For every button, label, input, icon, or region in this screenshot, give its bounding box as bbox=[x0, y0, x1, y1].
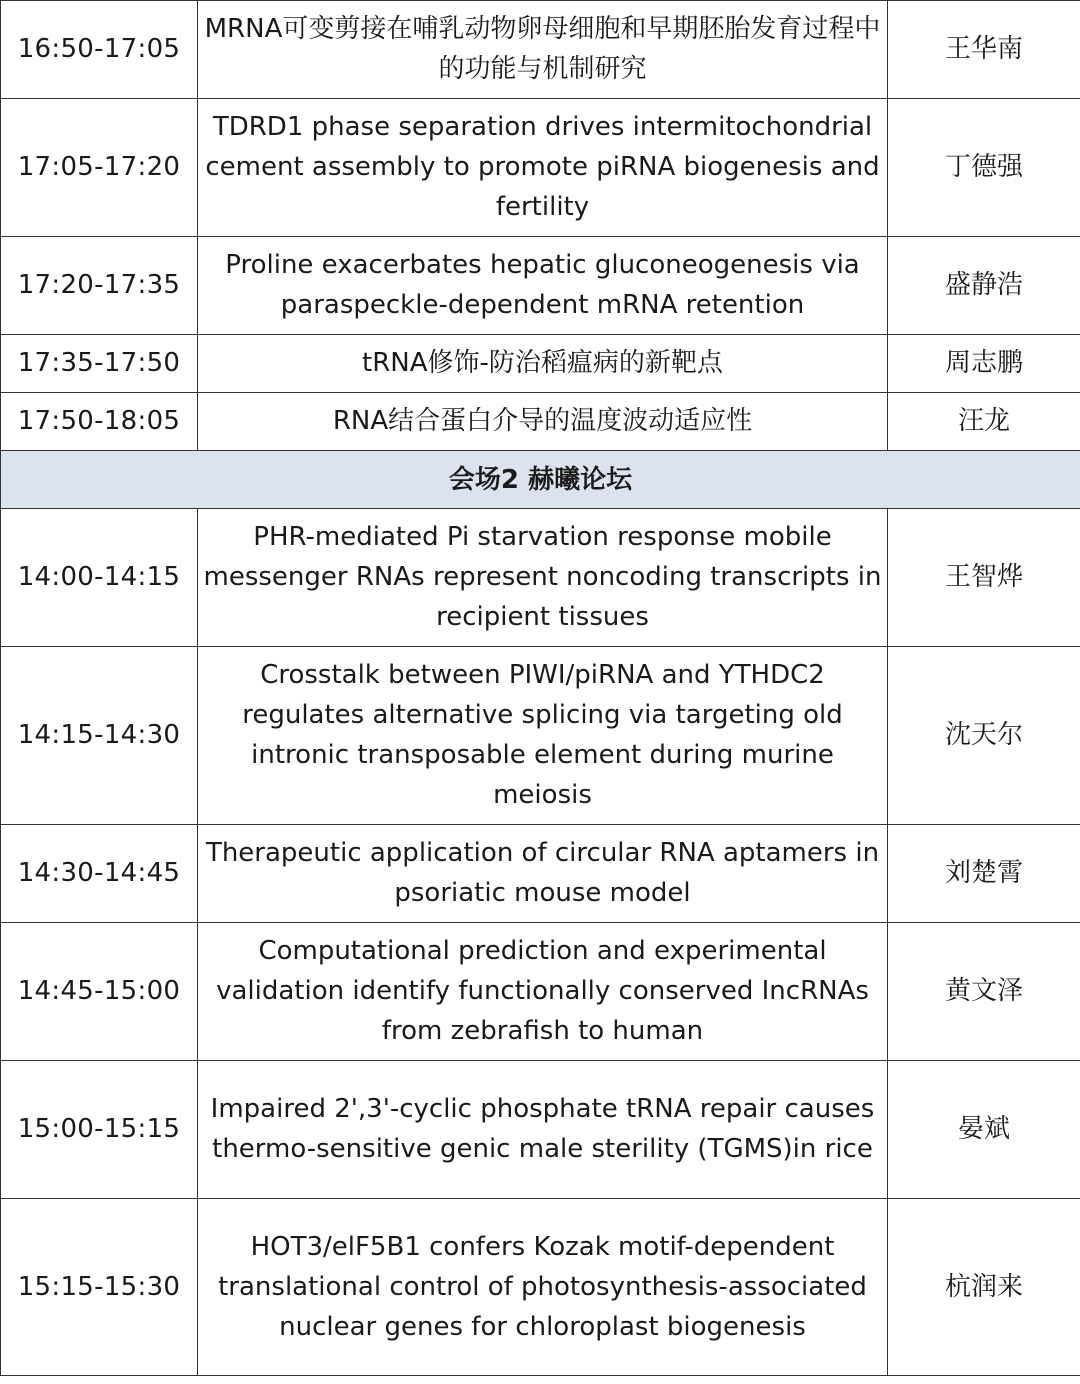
speaker-name: 沈天尔 bbox=[888, 647, 1080, 825]
speaker-name: 王华南 bbox=[888, 1, 1080, 99]
talk-title: RNA结合蛋白介导的温度波动适应性 bbox=[198, 393, 888, 451]
table-row bbox=[1, 1, 1080, 99]
table-row bbox=[1, 1061, 1080, 1199]
session-time: 17:35-17:50 bbox=[1, 335, 198, 393]
speaker-name: 汪龙 bbox=[888, 393, 1080, 451]
session-time: 16:50-17:05 bbox=[1, 1, 198, 99]
table-row bbox=[1, 1199, 1080, 1376]
speaker-name: 杭润来 bbox=[888, 1199, 1080, 1376]
table-row bbox=[1, 825, 1080, 923]
session-time: 17:50-18:05 bbox=[1, 393, 198, 451]
session-time: 17:05-17:20 bbox=[1, 99, 198, 237]
table-row bbox=[1, 335, 1080, 393]
talk-title: Crosstalk between PIWI/piRNA and YTHDC2 regulates alternative splicing via targeting old intronic transposable element during murine meiosis bbox=[198, 647, 888, 825]
talk-title: Therapeutic application of circular RNA aptamers in psoriatic mouse model bbox=[198, 825, 888, 923]
session-time: 17:20-17:35 bbox=[1, 237, 198, 335]
speaker-name: 黄文泽 bbox=[888, 923, 1080, 1061]
section-title: 会场2 赫曦论坛 bbox=[1, 451, 1080, 509]
table-row bbox=[1, 99, 1080, 237]
talk-title: PHR-mediated Pi starvation response mobile messenger RNAs represent noncoding transcripts in recipient tissues bbox=[198, 509, 888, 647]
speaker-name: 丁德强 bbox=[888, 99, 1080, 237]
speaker-name: 盛静浩 bbox=[888, 237, 1080, 335]
table-row bbox=[1, 647, 1080, 825]
speaker-name: 刘楚霄 bbox=[888, 825, 1080, 923]
speaker-name: 周志鹏 bbox=[888, 335, 1080, 393]
session-time: 14:45-15:00 bbox=[1, 923, 198, 1061]
talk-title: MRNA可变剪接在哺乳动物卵母细胞和早期胚胎发育过程中的功能与机制研究 bbox=[198, 1, 888, 99]
speaker-name: 王智烨 bbox=[888, 509, 1080, 647]
table-row bbox=[1, 509, 1080, 647]
talk-title: Proline exacerbates hepatic gluconeogenesis via paraspeckle-dependent mRNA retention bbox=[198, 237, 888, 335]
schedule-body bbox=[1, 1, 1080, 1376]
table-row bbox=[1, 393, 1080, 451]
table-row bbox=[1, 923, 1080, 1061]
talk-title: TDRD1 phase separation drives intermitochondrial cement assembly to promote piRNA biogenesis and fertility bbox=[198, 99, 888, 237]
talk-title: tRNA修饰-防治稻瘟病的新靶点 bbox=[198, 335, 888, 393]
session-time: 14:30-14:45 bbox=[1, 825, 198, 923]
section-header-row bbox=[1, 451, 1080, 509]
session-time: 15:15-15:30 bbox=[1, 1199, 198, 1376]
session-time: 14:00-14:15 bbox=[1, 509, 198, 647]
table-row bbox=[1, 237, 1080, 335]
talk-title: Impaired 2',3'-cyclic phosphate tRNA repair causes thermo-sensitive genic male sterility (TGMS)in rice bbox=[198, 1061, 888, 1199]
session-time: 15:00-15:15 bbox=[1, 1061, 198, 1199]
talk-title: Computational prediction and experimental validation identify functionally conserved IncRNAs from zebrafish to human bbox=[198, 923, 888, 1061]
talk-title: HOT3/elF5B1 confers Kozak motif-dependent translational control of photosynthesis-associated nuclear genes for chloroplast biogenesis bbox=[198, 1199, 888, 1376]
speaker-name: 晏斌 bbox=[888, 1061, 1080, 1199]
session-time: 14:15-14:30 bbox=[1, 647, 198, 825]
